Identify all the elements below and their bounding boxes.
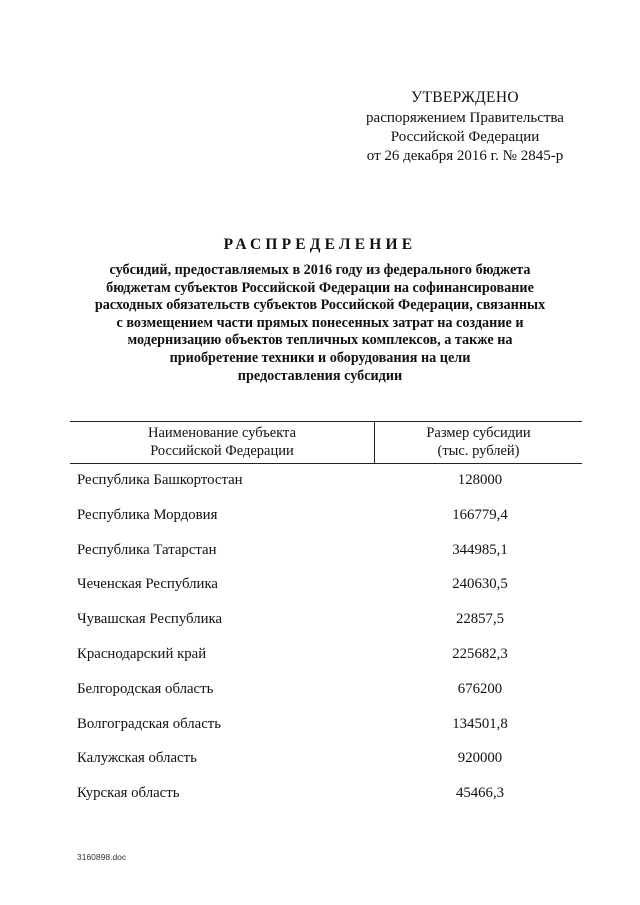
region-name: Республика Мордовия — [77, 506, 218, 523]
table-row — [0, 750, 640, 785]
region-name: Калужская область — [77, 750, 197, 767]
subsidy-amount: 225682,3 — [452, 645, 508, 662]
file-code: 3160898.doc — [77, 852, 127, 862]
table-row — [0, 611, 640, 646]
approved-heading: УТВЕРЖДЕНО — [411, 89, 519, 106]
table-row — [0, 472, 640, 507]
document-subtitle — [60, 262, 580, 385]
column-header-region-line-2: Российской Федерации — [150, 443, 294, 459]
region-name: Курская область — [77, 785, 180, 802]
table-row — [0, 716, 640, 751]
approval-line-3: от 26 декабря 2016 г. № 2845-р — [366, 148, 564, 164]
subtitle-line: субсидий, предоставляемых в 2016 году из федерального бюджета — [109, 262, 531, 278]
subsidy-amount: 128000 — [457, 472, 503, 488]
column-header-region — [70, 422, 375, 463]
subtitle-line: приобретение техники и оборудования на цели — [169, 349, 471, 366]
subsidy-amount: 676200 — [457, 680, 503, 697]
subtitle-line: расходных обязательств субъектов Российской Федерации, связанных — [94, 297, 546, 314]
subtitle-line: модернизацию объектов тепличных комплексов, а также на — [127, 332, 513, 349]
table-body — [0, 472, 640, 820]
subsidy-amount: 134501,8 — [452, 715, 508, 732]
subsidy-amount: 166779,4 — [452, 506, 508, 523]
subtitle-line: с возмещением части прямых понесенных затрат на создание и — [116, 314, 524, 331]
region-name: Волгоградская область — [77, 715, 222, 732]
subsidy-amount: 45466,3 — [455, 785, 505, 802]
region-name: Чеченская Республика — [77, 576, 219, 593]
approval-line-2: Российской Федерации — [390, 129, 540, 145]
subsidy-amount: 920000 — [457, 750, 503, 767]
region-name: Чувашская Республика — [77, 611, 223, 628]
table-row — [0, 576, 640, 611]
subsidy-amount: 22857,5 — [455, 611, 505, 628]
table-row — [0, 646, 640, 681]
table-row — [0, 785, 640, 820]
subsidy-amount: 240630,5 — [452, 576, 508, 593]
table-header — [70, 421, 582, 464]
subsidy-amount: 344985,1 — [452, 541, 508, 558]
region-name: Республика Башкортостан — [77, 472, 243, 488]
approval-block — [330, 88, 600, 166]
subtitle-line: предоставления субсидии — [237, 367, 403, 384]
approval-line-1: распоряжением Правительства — [366, 110, 564, 126]
table-row — [0, 681, 640, 716]
region-name: Белгородская область — [77, 680, 214, 697]
region-name: Республика Татарстан — [77, 541, 217, 558]
region-name: Краснодарский край — [77, 645, 207, 662]
column-header-amount-line-2: (тыс. рублей) — [437, 443, 520, 459]
subtitle-line: бюджетам субъектов Российской Федерации на софинансирование — [106, 279, 534, 296]
table-row — [0, 507, 640, 542]
column-header-amount-line-1: Размер субсидии — [426, 425, 531, 441]
column-header-region-line-1: Наименование субъекта — [147, 425, 297, 441]
column-header-amount — [375, 422, 582, 463]
table-row — [0, 542, 640, 577]
document-title: РАСПРЕДЕЛЕНИЕ — [223, 236, 417, 253]
